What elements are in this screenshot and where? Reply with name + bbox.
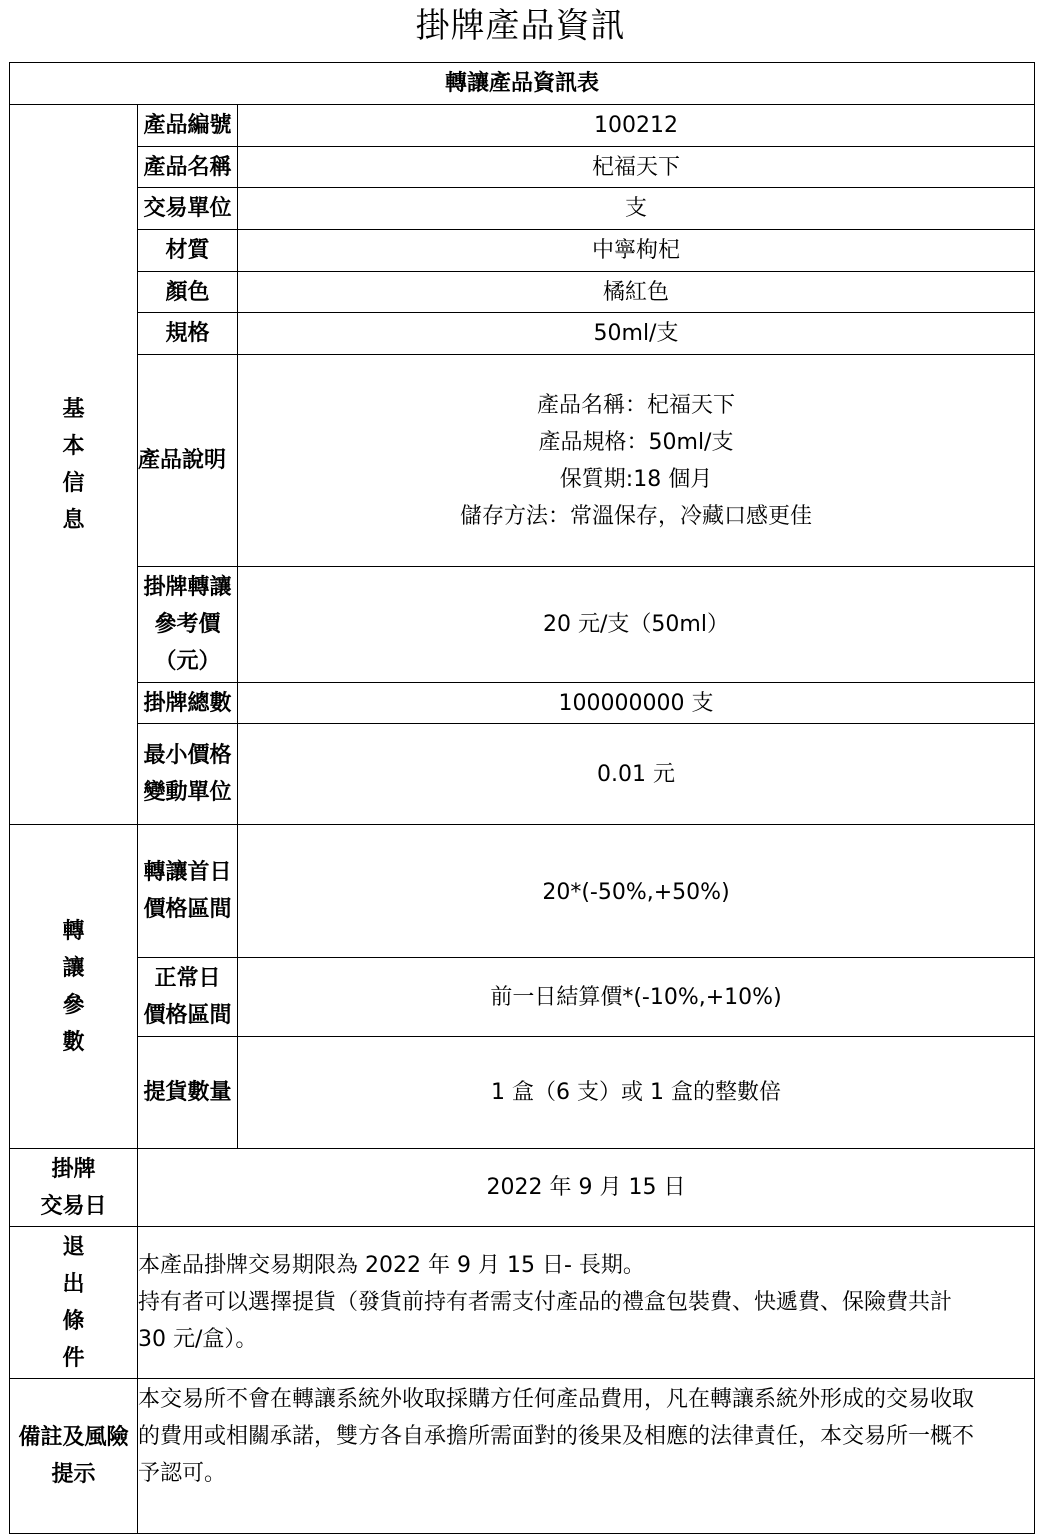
ref-price-label-line: 參考價	[154, 612, 221, 637]
description-line: 保質期:18 個月	[559, 466, 713, 492]
notes-line: 予認可。	[138, 1461, 227, 1486]
description-line: 產品名稱：杞福天下	[536, 392, 735, 418]
normal-day-range-label	[138, 958, 238, 1037]
section-basic-info	[10, 105, 138, 825]
first-day-label-line: 價格區間	[143, 897, 232, 922]
description-line: 產品規格：50ml/支	[538, 429, 734, 455]
exit-conditions-label-text: 退出條件	[62, 1234, 85, 1371]
description-label: 產品說明	[138, 355, 238, 567]
ref-price-label-line: （元）	[154, 649, 221, 674]
color-label: 顏色	[138, 272, 238, 313]
section-transfer-params	[10, 825, 138, 1149]
exit-conditions-line: 30 元/盒）。	[138, 1327, 258, 1352]
total-value: 100000000 支	[238, 683, 1035, 724]
exit-conditions-line: 本產品掛牌交易期限為 2022 年 9 月 15 日- 長期。	[138, 1253, 645, 1278]
listing-date-label-line: 交易日	[40, 1193, 107, 1219]
total-label: 掛牌總數	[138, 683, 238, 724]
exit-conditions-value	[138, 1227, 1035, 1379]
first-day-range-label	[138, 825, 238, 958]
min-tick-label-line: 最小價格	[143, 743, 232, 768]
description-value	[238, 355, 1035, 567]
trade-unit-label: 交易單位	[138, 188, 238, 230]
description-line: 儲存方法：常溫保存，冷藏口感更佳	[459, 503, 812, 529]
product-code-value: 100212	[238, 105, 1035, 147]
min-tick-value: 0.01 元	[238, 724, 1035, 825]
product-name-label: 產品名稱	[138, 147, 238, 188]
listing-date-label	[10, 1149, 138, 1227]
trade-unit-value: 支	[238, 188, 1035, 230]
ref-price-value: 20 元/支（50ml）	[238, 567, 1035, 683]
color-value: 橘紅色	[238, 272, 1035, 313]
notes-risk-value	[138, 1379, 1035, 1534]
product-info-table	[9, 62, 1035, 1534]
notes-risk-label	[10, 1379, 138, 1534]
notes-label-line: 備註及風險	[18, 1425, 129, 1450]
min-tick-label-line: 變動單位	[143, 780, 232, 805]
listing-date-value: 2022 年 9 月 15 日	[138, 1149, 1035, 1227]
first-day-label-line: 轉讓首日	[143, 860, 232, 885]
first-day-range-value: 20*(-50%,+50%)	[238, 825, 1035, 958]
normal-day-label-line: 價格區間	[143, 1003, 232, 1028]
normal-day-label-line: 正常日	[154, 966, 221, 991]
min-tick-label	[138, 724, 238, 825]
exit-conditions-label	[10, 1227, 138, 1379]
product-name-value: 杞福天下	[238, 147, 1035, 188]
product-code-label: 產品編號	[138, 105, 238, 147]
listing-date-label-line: 掛牌	[51, 1156, 96, 1182]
notes-label-line: 提示	[51, 1462, 96, 1487]
normal-day-range-value: 前一日結算價*(-10%,+10%)	[238, 958, 1035, 1037]
exit-conditions-line: 持有者可以選擇提貨（發貨前持有者需支付產品的禮盒包裝費、快遞費、保險費共計	[138, 1290, 953, 1315]
pickup-qty-value: 1 盒（6 支）或 1 盒的整數倍	[238, 1037, 1035, 1149]
pickup-qty-label: 提貨數量	[138, 1037, 238, 1149]
notes-line: 本交易所不會在轉讓系統外收取採購方任何產品費用，凡在轉讓系統外形成的交易收取	[138, 1387, 975, 1412]
section-transfer-params-label: 轉讓參數	[62, 918, 85, 1055]
spec-label: 規格	[138, 313, 238, 355]
material-value: 中寧枸杞	[238, 230, 1035, 272]
ref-price-label	[138, 567, 238, 683]
ref-price-label-line: 掛牌轉讓	[143, 575, 232, 600]
section-basic-info-label: 基本信息	[62, 396, 85, 533]
notes-line: 的費用或相關承諾，雙方各自承擔所需面對的後果及相應的法律責任，本交易所一概不	[138, 1424, 975, 1449]
table-title: 轉讓產品資訊表	[10, 63, 1035, 105]
spec-value: 50ml/支	[238, 313, 1035, 355]
material-label: 材質	[138, 230, 238, 272]
document-title: 掛牌產品資訊	[415, 6, 626, 46]
